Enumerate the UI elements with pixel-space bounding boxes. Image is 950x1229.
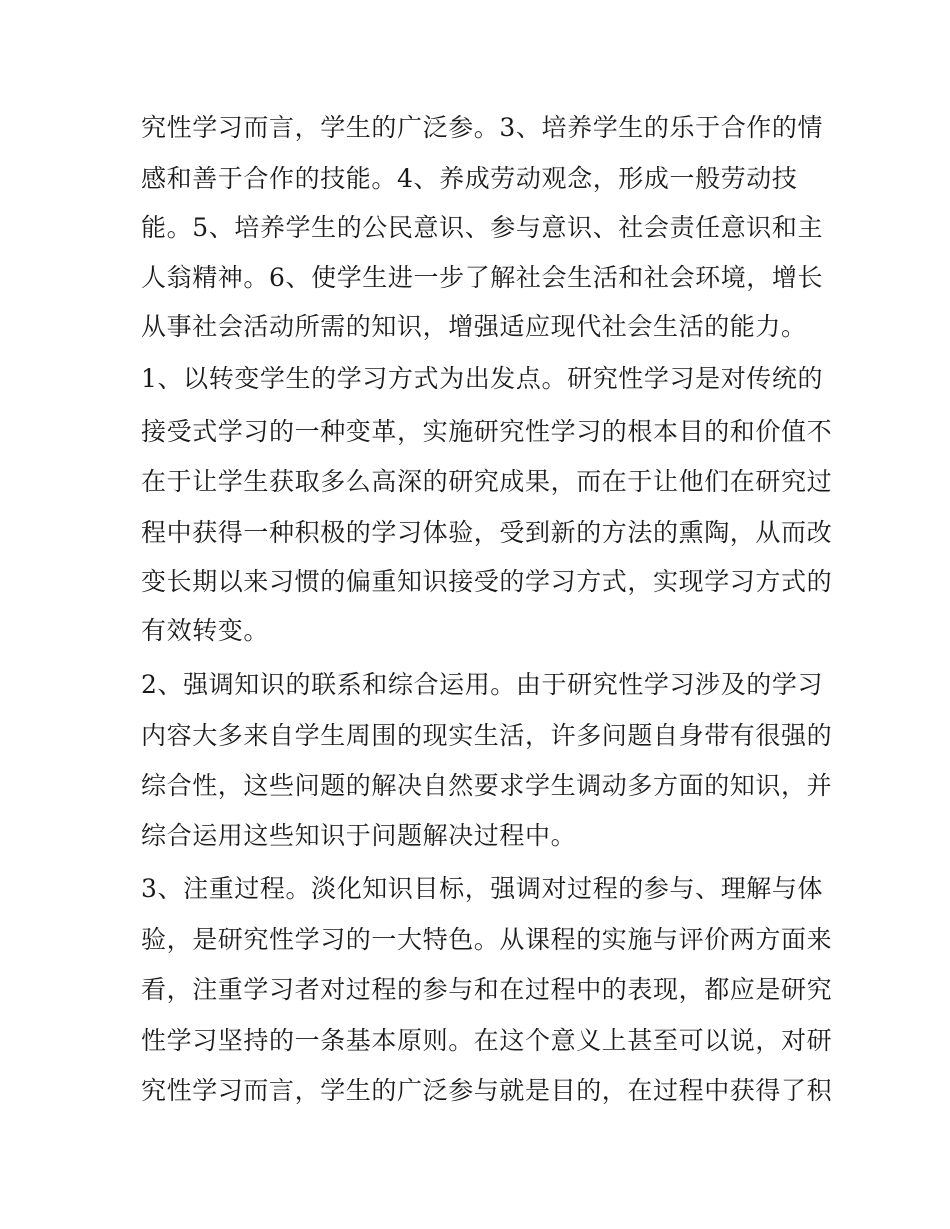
text-line: 3、注重过程。淡化知识目标，强调对过程的参与、理解与体 (141, 874, 824, 903)
text-line: 变长期以来习惯的偏重知识接受的学习方式，实现学习方式的 (141, 567, 833, 596)
text-line: 有效转变。 (141, 616, 270, 645)
text-line: 综合性，这些问题的解决自然要求学生调动多方面的知识，并 (141, 771, 833, 800)
text-line: 性学习坚持的一条基本原则。在这个意义上甚至可以说，对研 (141, 1026, 833, 1055)
text-line: 综合运用这些知识于问题解决过程中。 (141, 821, 577, 850)
text-line: 人翁精神。6、使学生进一步了解社会生活和社会环境，增长 (141, 263, 824, 292)
text-line: 在于让学生获取多么高深的研究成果，而在于让他们在研究过 (141, 467, 833, 496)
text-line: 内容大多来自学生周围的现实生活，许多问题自身带有很强的 (141, 721, 833, 750)
text-line: 究性学习而言，学生的广泛参与就是目的，在过程中获得了积 (141, 1076, 833, 1105)
text-line: 接受式学习的一种变革，实施研究性学习的根本目的和价值不 (141, 417, 833, 446)
text-line: 能。5、培养学生的公民意识、参与意识、社会责任意识和主 (141, 213, 824, 242)
text-line: 究性学习而言，学生的广泛参。3、培养学生的乐于合作的情 (141, 113, 824, 142)
text-line: 感和善于合作的技能。4、养成劳动观念，形成一般劳动技 (141, 164, 798, 193)
text-line: 看，注重学习者对过程的参与和在过程中的表现，都应是研究 (141, 975, 833, 1004)
text-line: 从事社会活动所需的知识，增强适应现代社会生活的能力。 (141, 312, 807, 341)
text-line: 程中获得一种积极的学习体验，受到新的方法的熏陶，从而改 (141, 518, 833, 547)
text-line: 2、强调知识的联系和综合运用。由于研究性学习涉及的学习 (141, 670, 824, 699)
text-line: 1、以转变学生的学习方式为出发点。研究性学习是对传统的 (141, 364, 824, 393)
text-line: 验，是研究性学习的一大特色。从课程的实施与评价两方面来 (141, 925, 833, 954)
